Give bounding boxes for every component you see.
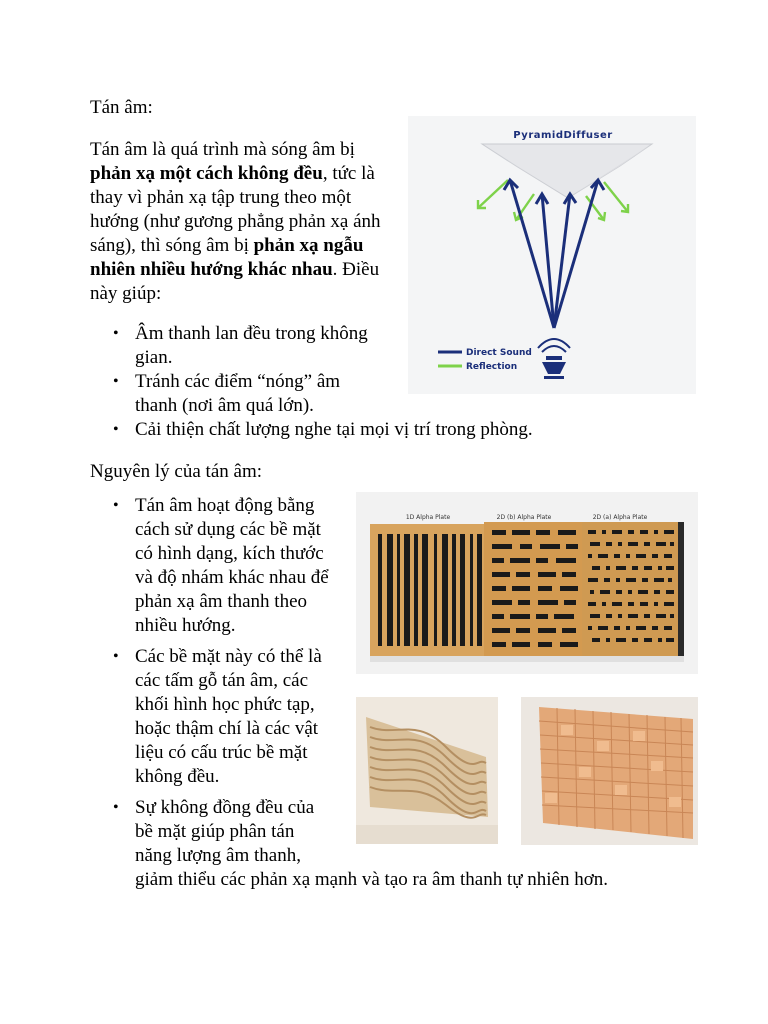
intro-bold: phản xạ một cách không đều — [90, 163, 323, 184]
bullet-icon: • — [113, 373, 119, 390]
list-item-text: hoặc thậm chí là các vật — [135, 718, 319, 739]
panel-shadow — [370, 656, 684, 662]
list-item-text: có hình dạng, kích thước — [135, 543, 324, 564]
list-item-text: liệu có cấu trúc bề mặt — [135, 742, 308, 763]
list-item-text: Tán âm hoạt động bằng — [135, 495, 315, 516]
panel-label-1d: 1D Alpha Plate — [405, 514, 451, 521]
section-heading-diffusion: Tán âm: — [90, 97, 153, 118]
bullet-icon: • — [113, 497, 119, 514]
list-item-text: nhiều hướng. — [135, 615, 236, 636]
intro-line: thay vì phản xạ tập trung theo một — [90, 187, 352, 208]
legend-direct-label: Direct Sound — [466, 348, 532, 358]
intro-line — [90, 258, 420, 282]
direct-sound-arrows — [504, 180, 604, 328]
intro-line — [90, 162, 420, 186]
panels-svg — [356, 492, 698, 674]
diffuser-panels-photo — [356, 492, 698, 674]
wood-block-diffuser-photo — [521, 697, 698, 845]
wave-wood-diffuser-photo — [356, 697, 498, 844]
list-item-text: gian. — [135, 347, 173, 368]
list-item-text: giảm thiểu các phản xạ mạnh và tạo ra âm thanh tự nhiên hơn. — [135, 869, 609, 890]
blocks-svg — [521, 697, 698, 845]
diagram-legend — [438, 348, 532, 372]
intro-paragraph — [90, 138, 420, 306]
list-item-text: bề mặt giúp phân tán — [135, 821, 295, 842]
panel-label-2db: 2D (b) Alpha Plate — [496, 514, 552, 521]
list-item-text: phản xạ âm thanh theo — [135, 591, 308, 612]
list-item-text: Tránh các điểm “nóng” âm — [135, 371, 341, 392]
list-item-text: năng lượng âm thanh, — [135, 845, 301, 866]
intro-line — [90, 234, 420, 258]
list-item-text: không đều. — [135, 766, 220, 787]
intro-text: , tức là — [322, 163, 375, 184]
list-item-text: khối hình học phức tạp, — [135, 694, 315, 715]
list-item-text: các tấm gỗ tán âm, các — [135, 670, 309, 691]
bullet-icon: • — [113, 799, 119, 816]
list-item-text: và độ nhám khác nhau để — [135, 567, 329, 588]
panel-edge — [678, 522, 684, 656]
intro-text: . Điều — [332, 259, 380, 280]
legend-reflection-label: Reflection — [466, 362, 518, 372]
pyramid-shape — [482, 144, 652, 198]
speaker-icon — [538, 339, 570, 379]
list-item-text: thanh (nơi âm quá lớn). — [135, 395, 314, 416]
list-item-text: Cải thiện chất lượng nghe tại mọi vị trí trong phòng. — [135, 419, 533, 440]
pyramid-diffuser-diagram — [408, 116, 696, 394]
intro-bold: nhiên nhiều hướng khác nhau — [90, 259, 333, 280]
wave-svg — [356, 697, 498, 844]
intro-bold: phản xạ ngẫu — [253, 235, 364, 256]
bullet-icon: • — [113, 421, 119, 438]
list-item-text: Các bề mặt này có thể là — [135, 646, 322, 667]
list-item-text: Sự không đồng đều của — [135, 797, 315, 818]
diagram-title: PyramidDiffuser — [513, 130, 613, 141]
section-heading-principle: Nguyên lý của tán âm: — [90, 461, 263, 482]
list-item-text: cách sử dụng các bề mặt — [135, 519, 321, 540]
intro-line: Tán âm là quá trình mà sóng âm bị — [90, 139, 355, 160]
bullet-icon: • — [113, 648, 119, 665]
list-item-text: Âm thanh lan đều trong không — [135, 323, 368, 344]
intro-line: hướng (như gương phẳng phản xạ ánh — [90, 211, 381, 232]
intro-line: này giúp: — [90, 283, 162, 304]
diagram-svg — [408, 116, 696, 394]
intro-text: sáng), thì sóng âm bị — [90, 235, 254, 256]
bullet-icon: • — [113, 325, 119, 342]
panel-label-2da: 2D (a) Alpha Plate — [592, 514, 648, 521]
list-item — [113, 418, 573, 442]
